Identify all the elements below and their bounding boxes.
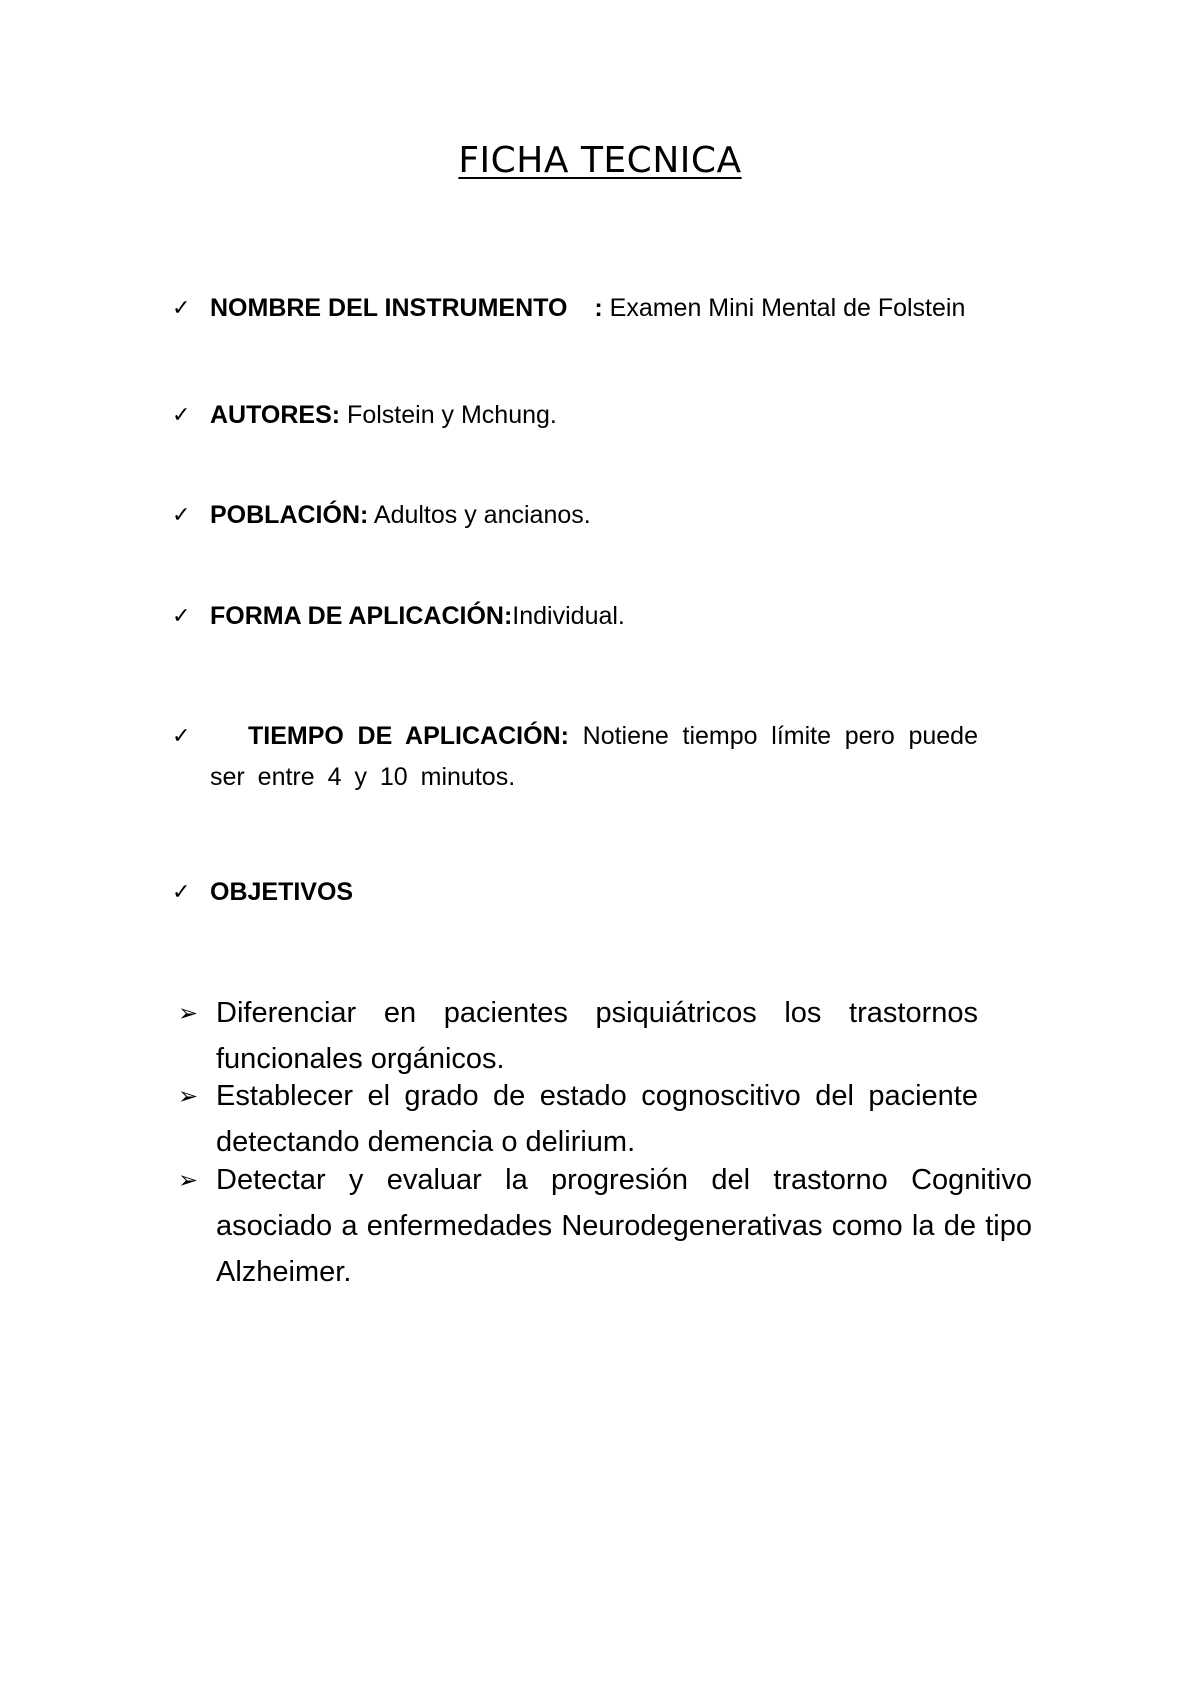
field-label: FORMA DE APLICACIÓN: xyxy=(210,602,513,630)
field-label: POBLACIÓN: xyxy=(210,501,369,529)
field-label: NOMBRE DEL INSTRUMENTO xyxy=(210,294,568,322)
field-label: AUTORES: xyxy=(210,401,341,429)
arrow-bullet-icon: ➢ xyxy=(178,999,199,1027)
field-instrument-name xyxy=(172,288,978,329)
field-label: TIEMPO DE APLICACIÓN: xyxy=(248,722,569,750)
objective-item xyxy=(178,1073,978,1165)
objective-text: Detectar y evaluar la progresión del trastorno Cognitivo asociado a enfermedades Neurodegenerativas como la de tipo Alzheimer. xyxy=(216,1164,1032,1288)
objective-item xyxy=(178,990,978,1082)
field-value: Notiene tiempo límite pero puede ser entre 4 y 10 minutos. xyxy=(210,722,978,791)
document-title: FICHA TECNICA xyxy=(458,140,742,181)
field-value: Individual. xyxy=(512,602,625,630)
check-mark-icon: ✓ xyxy=(172,880,191,905)
field-authors xyxy=(172,395,978,436)
check-mark-icon: ✓ xyxy=(172,604,191,629)
check-mark-icon: ✓ xyxy=(172,503,191,528)
check-mark-icon: ✓ xyxy=(172,296,191,321)
field-population xyxy=(172,495,978,536)
arrow-bullet-icon: ➢ xyxy=(178,1166,199,1194)
objective-item xyxy=(178,1157,1032,1295)
arrow-bullet-icon: ➢ xyxy=(178,1082,199,1110)
field-application-time xyxy=(172,716,978,798)
check-mark-icon: ✓ xyxy=(172,403,191,428)
field-application-form xyxy=(172,596,978,637)
field-value: Adultos y ancianos. xyxy=(368,501,591,529)
objective-text: Diferenciar en pacientes psiquiátricos los trastornos funcionales orgánicos. xyxy=(216,997,978,1075)
field-separator: : xyxy=(587,294,603,322)
field-label: OBJETIVOS xyxy=(210,878,354,906)
field-value: Examen Mini Mental de Folstein xyxy=(602,294,966,322)
field-value: Folstein y Mchung. xyxy=(340,401,557,429)
field-objectives-heading xyxy=(172,872,978,913)
objective-text: Establecer el grado de estado cognoscitivo del paciente detectando demencia o delirium. xyxy=(216,1080,978,1158)
check-mark-icon: ✓ xyxy=(172,724,191,749)
